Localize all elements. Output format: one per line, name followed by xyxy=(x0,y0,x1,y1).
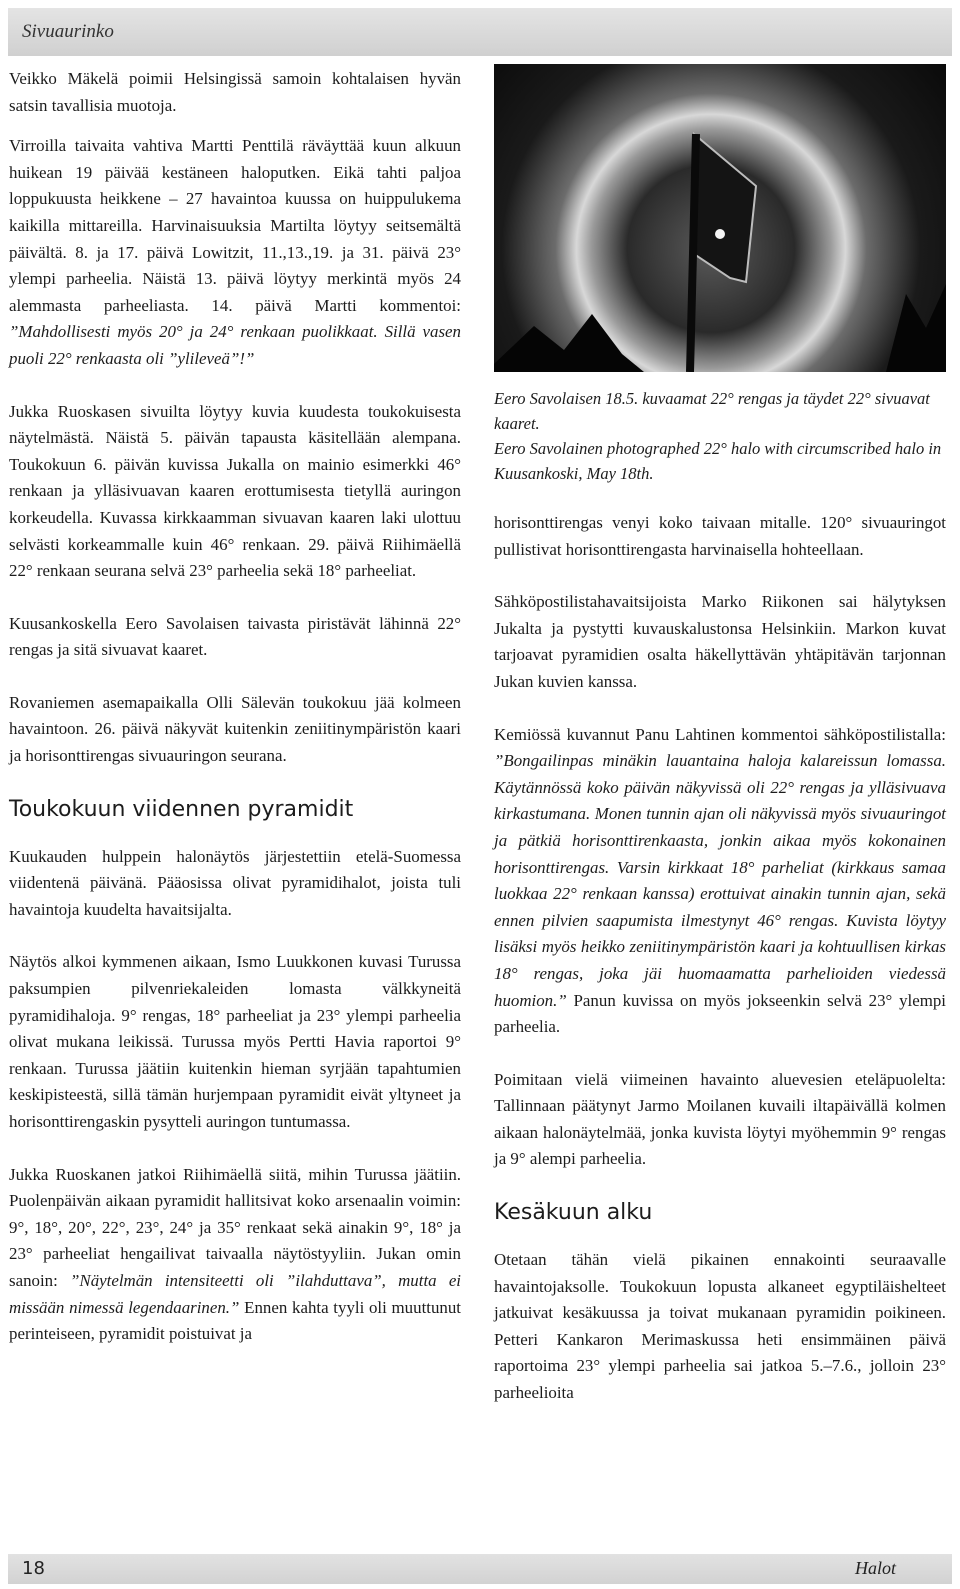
paragraph: Otetaan tähän vielä pikainen ennakointi seuraavalle havaintojaksolle. Toukokuun lopusta alkaneet egyptiläishelteet jatkuivat kesäkuussa ja toivat mukanaan pyramidin poikineen. Petteri Kankaron Merimaskussa heti ensimmäinen päivä raportoima 23° ylempi parheelia sai jatkoa 5.–7.6., jolloin 23° parheelioita xyxy=(494,1250,946,1403)
paragraph-text: Ennen kahta tyyli oli muuttunut perinteiseen, pyramidit poistuivat ja xyxy=(9,1297,461,1344)
section-heading: Kesäkuun alku xyxy=(494,1200,653,1226)
paragraph-text: Jukka Ruoskanen jatkoi Riihimäellä siitä, mihin Turussa jäätiin. Puolenpäivän aikaan pyramidit hallitsivat koko arsenaalin voimin: 9°, 18°, 20°, 22°, 23°, 24° ja 35° renkaat sekä ainakin 9°, 18° ja 23° parheeliat hengailivat taivaalla näytöstyyliin. Jukan omin sanoin: xyxy=(9,1164,461,1290)
section-heading: Toukokuun viidennen pyramidit xyxy=(9,796,354,822)
section-title: Sivuaurinko xyxy=(22,21,114,42)
section-header-bar xyxy=(8,8,952,56)
paragraph: Rovaniemen asemapaikalla Olli Sälevän toukokuu jää kolmeen havaintoon. 26. päivä näkyvät kuitenkin zeniitinympäristön kaari ja horisonttirengas sivuauringon seurana. xyxy=(9,692,461,766)
quote-text: ”Bongailinpas minäkin lauantaina haloja kalareissun lomassa. Käytännössä koko päivän näkyvissä oli 22° rengas ja ylläsivuava kirkastumana. Monen tunnin ajan oli näkyvissä myös sivuauringot ja pätkiä horisonttirenkaasta, jonkin aikaa myös kokonainen horisonttirengas. Varsin kirkkaat 18° parheliat (kirkkaus samaa luokkaa 22° renkaan kanssa) erottuivat ainakin tunnin ajan, sekä ennen pilvien saapumista ilmestynyt 46° rengas. Kuvista löytyy lisäksi myös heikko zeniitinympäristön kaari ja kohtuullisen kirkas 18° rengas, joka jäi huomaamatta parhelioiden viedessä huomion.” xyxy=(494,751,946,1010)
caption-english: Eero Savolainen photographed 22° halo with circumscribed halo in Kuusankoski, May 18th. xyxy=(494,439,942,483)
flag-silhouette-icon xyxy=(494,64,946,372)
quote-text: ”Mahdollisesti myös 20° ja 24° renkaan puolikkaat. Sillä vasen puoli 22° renkaasta oli ”ylileveä”!” xyxy=(9,322,461,368)
paragraph: Veikko Mäkelä poimii Helsingissä samoin kohtalaisen hyvän satsin tavallisia muotoja. xyxy=(9,69,461,115)
paragraph: Kuusankoskella Eero Savolaisen taivasta piristävät lähinnä 22° rengas ja sitä sivuavat kaaret. xyxy=(9,613,461,660)
paragraph: Sähköpostilistahavaitsijoista Marko Riikonen sai hälytyksen Jukalta ja pystytti kuvauskalustonsa Helsinkiin. Markon kuvat tarjoavat pyramidien osalta häkellyttävän yhtäpitävän tarjonnan Jukan kuvien kanssa. xyxy=(494,592,946,691)
paragraph: Jukka Ruoskasen sivuilta löytyy kuvia kuudesta toukokuisesta näytelmästä. Näistä 5. päivän tapausta käsitellään alempana. Toukokuun 6. päivän kuvissa Jukalla on mainio esimerkki 46° renkaan ja ylläsivuavan kaaren erottumisesta tietyllä auringon korkeudella. Kuvassa kirkkaamman sivuavan kaaren laki ulottuu selvästi korkeammalle kuin 46° renkaan. 29. päivä Riihimäellä 22° renkaan seurana selvä 23° parheelia sekä 18° parheeliat. xyxy=(9,401,461,581)
right-column xyxy=(494,64,946,1433)
halo-photo xyxy=(494,64,946,372)
left-column xyxy=(9,66,461,1374)
magazine-name: Halot xyxy=(854,1558,896,1578)
paragraph-text: Panun kuvissa on myös jokseenkin selvä 23° ylempi parheelia. xyxy=(494,990,946,1037)
paragraph: Näytös alkoi kymmenen aikaan, Ismo Luukkonen kuvasi Turussa paksumpien pilvenriekaleiden lomasta välkkyneitä pyramidihaloja. 9° rengas, 18° parheeliat ja 23° ylempi parheelia olivat mukana leikissä. Turussa myös Pertti Havia raportoi 9° renkaan. Turussa jäätiin kuitenkin hieman syrjään tapahtumien keskipisteestä, sillä tämän hurjempaan pyramidit eivät yltyneet ja horisonttirengaskin pysytteli auringon tuntumassa. xyxy=(9,952,461,1131)
paragraph xyxy=(9,1162,461,1348)
paragraph-text: Virroilla taivaita vahtiva Martti Penttilä räväyttää kuun alkuun huikean 19 päivää kestäneen haloputken. Eikä tahti paljoa loppukuusta heikkene – 27 havaintoa kuussa on huippulukema kaikilla mittareilla. Harvinaisuuksia Martilta löytyy seitsemältä päivältä. 8. ja 17. päivä Lowitzit, 11.,13.,19. ja 31. päivä 23° ylempi parheelia. Näistä 13. päivä löytyy merkintä myös 24 alemmasta parheeliasta. 14. päivä Martti kommentoi: xyxy=(9,136,461,315)
paragraph-text: Kemiössä kuvannut Panu Lahtinen kommentoi sähköpostilistalla: xyxy=(494,724,946,744)
paragraph: Kuukauden hulppein halonäytös järjestettiin etelä-Suomessa viidentenä päivänä. Pääosissa olivat pyramidihalot, joista tuli havaintoja kuudelta havaitsijalta. xyxy=(9,846,461,919)
paragraph xyxy=(9,133,461,372)
page-number: 18 xyxy=(22,1558,45,1579)
paragraph xyxy=(494,722,946,1041)
caption-finnish: Eero Savolaisen 18.5. kuvaamat 22° rengas ja täydet 22° sivuavat kaaret. xyxy=(494,389,930,433)
page-footer xyxy=(8,1554,952,1584)
quote-text: ”Näytelmän intensiteetti oli ”ilahduttava”, mutta ei missään nimessä legendaarinen.” xyxy=(9,1270,462,1317)
paragraph: horisonttirengas venyi koko taivaan mitalle. 120° sivuauringot pullistivat horisonttirengasta harvinaisella hohteellaan. xyxy=(494,513,946,559)
photo-caption xyxy=(494,386,946,486)
paragraph: Poimitaan vielä viimeinen havainto aluevesien eteläpuolelta: Tallinnaan päätynyt Jarmo Moilanen kuvaili iltapäivällä kolmen aikaan halonäytelmää, jonka kuvista löytyi myöhemmin 9° rengas ja 9° alempi parheelia. xyxy=(494,1069,946,1169)
